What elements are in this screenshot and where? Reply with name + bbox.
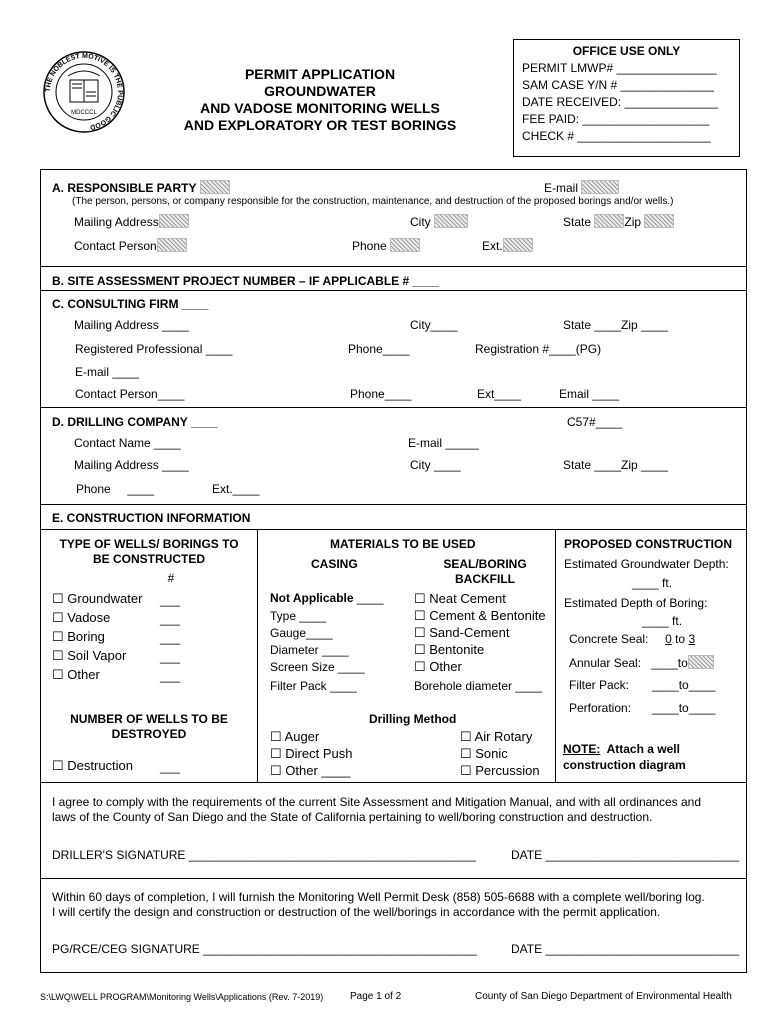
divider xyxy=(40,782,747,783)
seal-ring-text: THE NOBLEST MOTIVE IS THE PUBLIC GOOD xyxy=(44,52,124,131)
boring-count[interactable]: ___ xyxy=(160,631,181,645)
filter-pack-range-field[interactable]: ____to____ xyxy=(652,678,716,692)
agreement-text xyxy=(52,795,701,825)
other-seal-checkbox[interactable]: ☐ Other xyxy=(414,659,462,674)
type-header xyxy=(44,537,254,586)
annular-seal-row xyxy=(569,655,714,670)
seal-header-line: SEAL/BORING xyxy=(443,557,527,571)
sam-case-field[interactable]: SAM CASE Y/N # ______________ xyxy=(522,78,714,92)
dc-c57-field[interactable]: C57#____ xyxy=(567,415,623,429)
vadose-count[interactable]: ___ xyxy=(160,612,181,626)
annular-seal-field[interactable]: ____to xyxy=(651,656,688,670)
other-count[interactable]: ___ xyxy=(160,669,181,683)
certify-text xyxy=(52,890,705,920)
concrete-seal-to-word: to xyxy=(675,632,686,646)
ra-mailing-field[interactable] xyxy=(159,214,189,228)
section-b-title: B. SITE ASSESSMENT PROJECT NUMBER – IF APPLICABLE # ____ xyxy=(52,274,440,288)
groundwater-checkbox[interactable]: ☐ Groundwater xyxy=(52,591,143,606)
divider xyxy=(40,290,747,291)
est-gw-label: Estimated Groundwater Depth: xyxy=(564,557,729,571)
not-applicable-blank: ____ xyxy=(356,591,384,605)
ra-city: City xyxy=(410,214,468,229)
cement-bentonite-checkbox[interactable]: ☐ Cement & Bentonite xyxy=(414,608,546,623)
title-line: AND EXPLORATORY OR TEST BORINGS xyxy=(183,117,457,133)
est-boring-label: Estimated Depth of Boring: xyxy=(564,596,708,610)
drill-left xyxy=(270,728,352,779)
ra-state-field[interactable] xyxy=(594,214,624,228)
section-a-note: (The person, persons, or company responsible for the construction, maintenance, and destruction of the proposed borings and/or wells.) xyxy=(72,196,674,207)
divider xyxy=(40,266,747,267)
divider xyxy=(40,878,747,879)
dc-ext-field[interactable]: Ext.____ xyxy=(212,482,260,496)
permit-lmwp-field[interactable]: PERMIT LMWP# _______________ xyxy=(522,61,717,75)
ra-phone: Phone xyxy=(352,238,420,253)
casing-type-field[interactable]: Type ____ xyxy=(270,609,327,623)
cf-mailing-field[interactable]: Mailing Address ____ xyxy=(74,318,189,332)
section-d-title: D. DRILLING COMPANY ____ xyxy=(52,415,218,429)
type-header-line: BE CONSTRUCTED xyxy=(92,552,205,566)
office-use-title: OFFICE USE ONLY xyxy=(572,44,681,58)
drilling-method-header: Drilling Method xyxy=(369,712,457,726)
dc-contact-field[interactable]: Contact Name ____ xyxy=(74,436,181,450)
responsible-party-field[interactable] xyxy=(200,180,230,194)
borehole-diameter-field[interactable]: Borehole diameter ____ xyxy=(414,679,543,693)
section-a-title: A. RESPONSIBLE PARTY xyxy=(52,180,230,195)
cf-email-field[interactable]: E-mail ____ xyxy=(75,365,140,379)
agreement-line: I agree to comply with the requirements of the current Site Assessment and Mitigation Manual, and with all ordinances and xyxy=(52,795,702,809)
section-c-title: C. CONSULTING FIRM ____ xyxy=(52,297,209,311)
date-received-field[interactable]: DATE RECEIVED: ______________ xyxy=(522,95,718,109)
agreement-line: laws of the County of San Diego and the State of California pertaining to well/boring construction and destruction. xyxy=(52,810,653,824)
footer-dept: County of San Diego Department of Environmental Health xyxy=(475,991,732,1002)
dc-phone-field[interactable]: Phone ____ xyxy=(76,482,155,496)
count-header: # xyxy=(167,571,175,585)
cf-contact-field[interactable]: Contact Person____ xyxy=(75,387,185,401)
check-field[interactable]: CHECK # ____________________ xyxy=(522,129,711,143)
dc-mailing-field[interactable]: Mailing Address ____ xyxy=(74,458,189,472)
casing-header: CASING xyxy=(311,557,358,571)
column-divider xyxy=(257,529,258,782)
cf-phone2-field[interactable]: Phone____ xyxy=(350,387,412,401)
ra-email-field[interactable] xyxy=(581,180,619,194)
groundwater-count[interactable]: ___ xyxy=(160,593,181,607)
column-divider xyxy=(555,529,556,782)
seal-header xyxy=(430,557,540,587)
other-type-checkbox[interactable]: ☐ Other xyxy=(52,667,100,682)
note-text: Attach a well xyxy=(606,742,680,756)
title-line: GROUNDWATER xyxy=(264,83,376,99)
title-line: AND VADOSE MONITORING WELLS xyxy=(200,100,440,116)
footer-page: Page 1 of 2 xyxy=(350,991,402,1002)
note-text-2: construction diagram xyxy=(563,758,686,772)
divider xyxy=(40,504,747,505)
destruction-count[interactable]: ___ xyxy=(160,760,181,774)
cf-city-field[interactable]: City____ xyxy=(410,318,458,332)
screen-size-field[interactable]: Screen Size ____ xyxy=(270,660,365,674)
drill-right xyxy=(460,728,540,779)
type-list xyxy=(52,589,142,684)
destroy-header xyxy=(44,712,254,742)
county-seal-logo xyxy=(42,50,126,134)
auger-checkbox[interactable]: ☐ Auger xyxy=(270,729,320,744)
ra-contact-field[interactable] xyxy=(157,238,187,252)
seal-items xyxy=(414,590,546,675)
pg-signature-field[interactable]: PG/RCE/CEG SIGNATURE _________________________________________ xyxy=(52,942,477,956)
proposed-header: PROPOSED CONSTRUCTION xyxy=(564,537,733,551)
percussion-checkbox[interactable]: ☐ Percussion xyxy=(460,763,540,778)
divider xyxy=(40,407,747,408)
not-applicable-label: Not Applicable xyxy=(270,591,354,605)
ra-state-zip: State Zip xyxy=(563,214,674,229)
perforation-label: Perforation: xyxy=(569,701,632,715)
construction-note xyxy=(563,741,686,773)
divider xyxy=(40,529,747,530)
vadose-checkbox[interactable]: ☐ Vadose xyxy=(52,610,111,625)
casing-items xyxy=(270,608,365,676)
cf-email2-field[interactable]: Email ____ xyxy=(559,387,620,401)
ra-ext-field[interactable] xyxy=(503,238,533,252)
concrete-seal-from[interactable]: 0 xyxy=(665,632,672,646)
cf-reg-prof-field[interactable]: Registered Professional ____ xyxy=(75,342,233,356)
soil-vapor-checkbox[interactable]: ☐ Soil Vapor xyxy=(52,648,127,663)
est-boring-field[interactable]: ____ ft. xyxy=(642,614,683,628)
ra-zip-field[interactable] xyxy=(644,214,674,228)
est-gw-field[interactable]: ____ ft. xyxy=(632,576,673,590)
cf-ext-field[interactable]: Ext____ xyxy=(477,387,522,401)
filter-pack-field[interactable]: Filter Pack ____ xyxy=(270,679,357,693)
bentonite-checkbox[interactable]: ☐ Bentonite xyxy=(414,642,485,657)
neat-cement-checkbox[interactable]: ☐ Neat Cement xyxy=(414,591,506,606)
dc-email-field[interactable]: E-mail _____ xyxy=(408,436,479,450)
destruction-checkbox[interactable]: ☐ Destruction xyxy=(52,758,134,773)
section-a-email: E-mail xyxy=(544,180,619,195)
driller-signature-field[interactable]: DRILLER'S SIGNATURE ___________________________________________ xyxy=(52,848,476,862)
type-header-line: TYPE OF WELLS/ BORINGS TO xyxy=(59,537,239,551)
certify-line: Within 60 days of completion, I will furnish the Monitoring Well Permit Desk (858) 505-6688 with a complete well/boring log. xyxy=(52,890,705,904)
office-use-lines xyxy=(522,60,718,145)
dc-state-zip-field[interactable]: State ____Zip ____ xyxy=(563,458,668,472)
pg-date-field[interactable]: DATE _____________________________ xyxy=(511,942,739,956)
note-label: NOTE: xyxy=(563,742,601,756)
materials-header: MATERIALS TO BE USED xyxy=(330,537,476,551)
concrete-seal-to[interactable]: 3 xyxy=(688,632,696,646)
not-applicable-field[interactable] xyxy=(270,591,384,605)
ra-contact: Contact Person xyxy=(74,238,187,253)
concrete-seal-label: Concrete Seal: xyxy=(569,632,649,646)
sand-cement-checkbox[interactable]: ☐ Sand-Cement xyxy=(414,625,510,640)
seal-year: MDCCCL xyxy=(71,110,97,116)
section-e-title: E. CONSTRUCTION INFORMATION xyxy=(52,511,251,525)
type-counts xyxy=(160,591,180,686)
soil-vapor-count[interactable]: ___ xyxy=(160,650,181,664)
annular-seal-to-field[interactable] xyxy=(688,655,714,669)
annular-seal-label: Annular Seal: xyxy=(569,656,642,670)
sonic-checkbox[interactable]: ☐ Sonic xyxy=(460,746,508,761)
footer-path: S:\LWQ\WELL PROGRAM\Monitoring Wells\Applications (Rev. 7-2019) xyxy=(40,992,324,1002)
ra-ext: Ext. xyxy=(482,238,533,253)
boring-checkbox[interactable]: ☐ Boring xyxy=(52,629,105,644)
filter-pack-label-2: Filter Pack: xyxy=(569,678,630,692)
ra-mailing: Mailing Address xyxy=(74,214,189,229)
destroy-header-line: DESTROYED xyxy=(111,727,187,741)
destroy-header-line: NUMBER OF WELLS TO BE xyxy=(70,712,228,726)
dc-city-field[interactable]: City ____ xyxy=(410,458,461,472)
casing-gauge-field[interactable]: Gauge____ xyxy=(270,626,333,640)
seal-header-line: BACKFILL xyxy=(455,572,515,586)
form-title xyxy=(150,66,490,134)
ra-city-field[interactable] xyxy=(434,214,468,228)
cf-registration-field[interactable]: Registration #____(PG) xyxy=(475,342,602,356)
fee-paid-field[interactable]: FEE PAID: ___________________ xyxy=(522,112,710,126)
cf-phone-field[interactable]: Phone____ xyxy=(348,342,410,356)
title-line: PERMIT APPLICATION xyxy=(244,66,396,82)
air-rotary-checkbox[interactable]: ☐ Air Rotary xyxy=(460,729,533,744)
driller-date-field[interactable]: DATE _____________________________ xyxy=(511,848,739,862)
certify-line: I will certify the design and construction or destruction of the well/borings in accordance with the permit application. xyxy=(52,905,661,919)
direct-push-checkbox[interactable]: ☐ Direct Push xyxy=(270,746,353,761)
other-drill-checkbox[interactable]: ☐ Other ____ xyxy=(270,763,351,778)
perforation-field[interactable]: ____to____ xyxy=(652,701,716,715)
casing-diameter-field[interactable]: Diameter ____ xyxy=(270,643,349,657)
cf-state-zip-field[interactable]: State ____Zip ____ xyxy=(563,318,668,332)
concrete-seal-row xyxy=(569,632,695,646)
ra-phone-field[interactable] xyxy=(390,238,420,252)
